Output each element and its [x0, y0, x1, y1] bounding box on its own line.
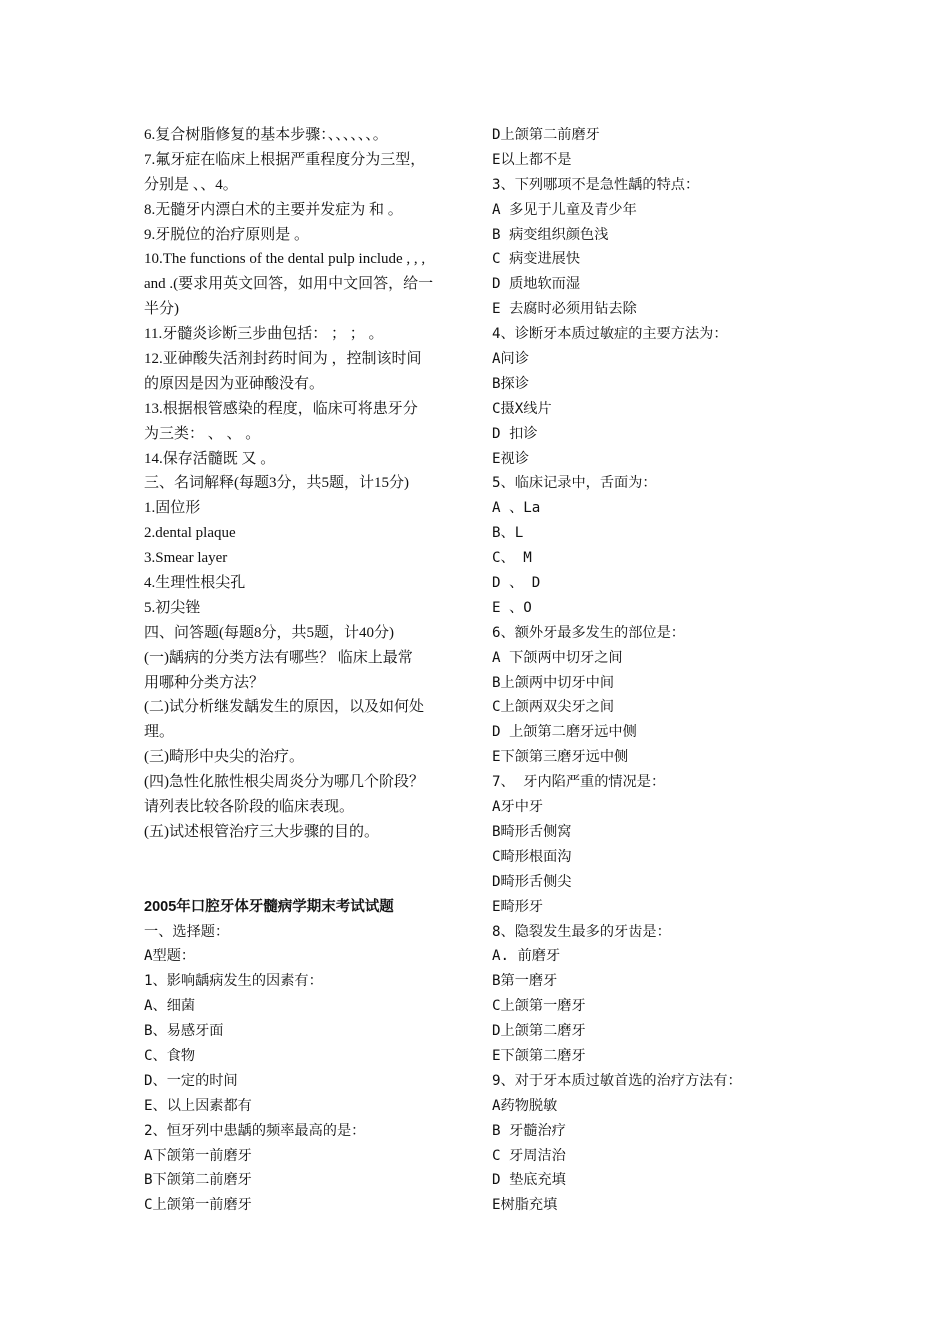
left-text-line: (五)试述根管治疗三大步骤的目的。	[144, 823, 379, 840]
right-text-line: E树脂充填	[492, 1197, 558, 1214]
left-text-line: A下颌第一前磨牙	[144, 1147, 252, 1164]
right-text-line: A 、La	[492, 500, 541, 517]
left-text-line: 1.固位形	[144, 500, 201, 517]
right-text-line: D上颌第二前磨牙	[492, 127, 600, 143]
right-text-line: B 病变组织颜色浅	[492, 226, 609, 243]
left-text-line: C上颌第一前磨牙	[144, 1197, 252, 1214]
right-text-line: E以上都不是	[492, 151, 572, 168]
left-text-line: 半分)	[144, 301, 179, 318]
left-text-line: 10.The functions of the dental pulp include , , ,	[144, 251, 426, 268]
right-text-line: A药物脱敏	[492, 1097, 558, 1114]
left-text-line: C、食物	[144, 1047, 196, 1064]
left-text-line: A、细菌	[144, 998, 196, 1015]
right-text-line: D 垫底充填	[492, 1172, 566, 1189]
left-text-line: 2、恒牙列中患龋的频率最高的是：	[144, 1122, 366, 1139]
right-text-line: 4、诊断牙本质过敏症的主要方法为：	[492, 326, 728, 343]
left-text-line: 三、名词解释(每题3分，共5题，计15分)	[144, 475, 409, 492]
left-text-line: (一)龋病的分类方法有哪些？ 临床上最常	[144, 649, 413, 666]
right-text-line: C畸形根面沟	[492, 848, 572, 865]
left-text-line: (三)畸形中央尖的治疗。	[144, 749, 304, 766]
left-text-line: 为三类： 、 、 。	[144, 425, 261, 442]
left-text-line: and .(要求用英文回答，如用中文回答，给一	[144, 276, 434, 293]
left-text-line: 12.亚砷酸失活剂封药时间为 ，控制该时间	[144, 351, 422, 368]
left-text-line: 的原因是因为亚砷酸没有。	[144, 375, 325, 392]
left-text-line: 9.牙脱位的治疗原则是 。	[144, 226, 310, 243]
left-text-line: 4.生理性根尖孔	[144, 575, 246, 592]
right-text-line: C上颌第一磨牙	[492, 998, 586, 1015]
left-text-line: 7.氟牙症在临床上根据严重程度分为三型，	[144, 151, 426, 168]
right-text-line: 8、隐裂发生最多的牙齿是：	[492, 923, 671, 940]
left-text-line: 请列表比较各阶段的临床表现。	[144, 799, 355, 816]
left-text-line: E、以上因素都有	[144, 1097, 252, 1114]
left-text-line: 理。	[144, 724, 175, 741]
left-text-line: A型题：	[144, 948, 196, 965]
right-text-line: E 去腐时必须用钻去除	[492, 301, 637, 318]
blank-line	[144, 870, 466, 895]
left-text-line: 5.初尖锉	[144, 599, 201, 616]
right-text-line: 3、下列哪项不是急性龋的特点：	[492, 176, 700, 193]
right-text-line: A牙中牙	[492, 799, 544, 816]
left-text-line: 2.dental plaque	[144, 525, 236, 542]
right-text-line: 9、对于牙本质过敏首选的治疗方法有：	[492, 1072, 742, 1089]
left-text-line: 8.无髓牙内漂白术的主要并发症为 和 。	[144, 201, 403, 218]
left-text-line: 1、影响龋病发生的因素有：	[144, 973, 323, 990]
left-text-line: D、一定的时间	[144, 1072, 238, 1089]
right-text-line: D 上颌第二磨牙远中侧	[492, 724, 637, 741]
left-text-line: 3.Smear layer	[144, 550, 228, 567]
right-text-line: D上颌第二磨牙	[492, 1023, 586, 1040]
right-text-line: E视诊	[492, 450, 529, 467]
left-text-line: (四)急性化脓性根尖周炎分为哪几个阶段？	[144, 774, 424, 791]
left-column	[144, 123, 466, 1218]
right-text-line: B畸形舌侧窝	[492, 823, 572, 840]
blank-line	[144, 845, 466, 870]
right-text-line: C摄X线片	[492, 400, 552, 417]
right-text-line: D畸形舌侧尖	[492, 873, 572, 890]
right-text-line: 6、额外牙最多发生的部位是：	[492, 624, 685, 641]
right-text-line: E 、O	[492, 599, 532, 616]
left-text-line: (二)试分析继发龋发生的原因，以及如何处	[144, 699, 424, 716]
right-text-line: B第一磨牙	[492, 973, 558, 990]
exam-title: 2005年口腔牙体牙髓病学期末考试试题	[144, 898, 394, 915]
right-text-line: E下颌第三磨牙远中侧	[492, 749, 629, 766]
left-text-line: 一、选择题：	[144, 923, 230, 940]
right-text-line: D 、 D	[492, 575, 541, 592]
right-text-line: C 病变进展快	[492, 251, 581, 268]
right-text-line: E下颌第二磨牙	[492, 1047, 586, 1064]
right-column	[492, 123, 812, 1218]
right-text-line: C上颌两双尖牙之间	[492, 699, 615, 716]
right-text-line: B、L	[492, 525, 524, 542]
right-text-line: A 下颌两中切牙之间	[492, 649, 623, 666]
left-text-line: B、易感牙面	[144, 1023, 224, 1040]
left-text-line: 分别是 、、4。	[144, 176, 238, 193]
right-text-line: C、 M	[492, 550, 532, 567]
left-text-line: B下颌第二前磨牙	[144, 1172, 252, 1189]
right-text-line: D 质地软而湿	[492, 276, 581, 293]
right-text-line: A. 前磨牙	[492, 948, 561, 965]
right-text-line: A 多见于儿童及青少年	[492, 201, 637, 218]
right-text-line: B探诊	[492, 375, 529, 392]
right-text-line: E畸形牙	[492, 898, 544, 915]
right-text-line: B 牙髓治疗	[492, 1122, 566, 1139]
right-text-line: 7、 牙内陷严重的情况是：	[492, 774, 666, 791]
left-text-line: 11.牙髓炎诊断三步曲包括： ； ； 。	[144, 326, 384, 343]
right-text-line: C 牙周洁治	[492, 1147, 566, 1164]
left-text-line: 14.保存活髓既 又 。	[144, 450, 276, 467]
left-text-line: 用哪种分类方法？	[144, 674, 265, 691]
right-text-line: 5、临床记录中，舌面为：	[492, 475, 657, 492]
left-text-line: 13.根据根管感染的程度，临床可将患牙分	[144, 400, 418, 417]
right-text-line: A问诊	[492, 351, 529, 368]
right-text-line: B上颌两中切牙中间	[492, 674, 615, 691]
left-text-line: 6.复合树脂修复的基本步骤：、、、、、、。	[144, 127, 388, 143]
right-text-line: D 扣诊	[492, 425, 538, 442]
left-text-line: 四、问答题(每题8分，共5题，计40分)	[144, 624, 394, 641]
